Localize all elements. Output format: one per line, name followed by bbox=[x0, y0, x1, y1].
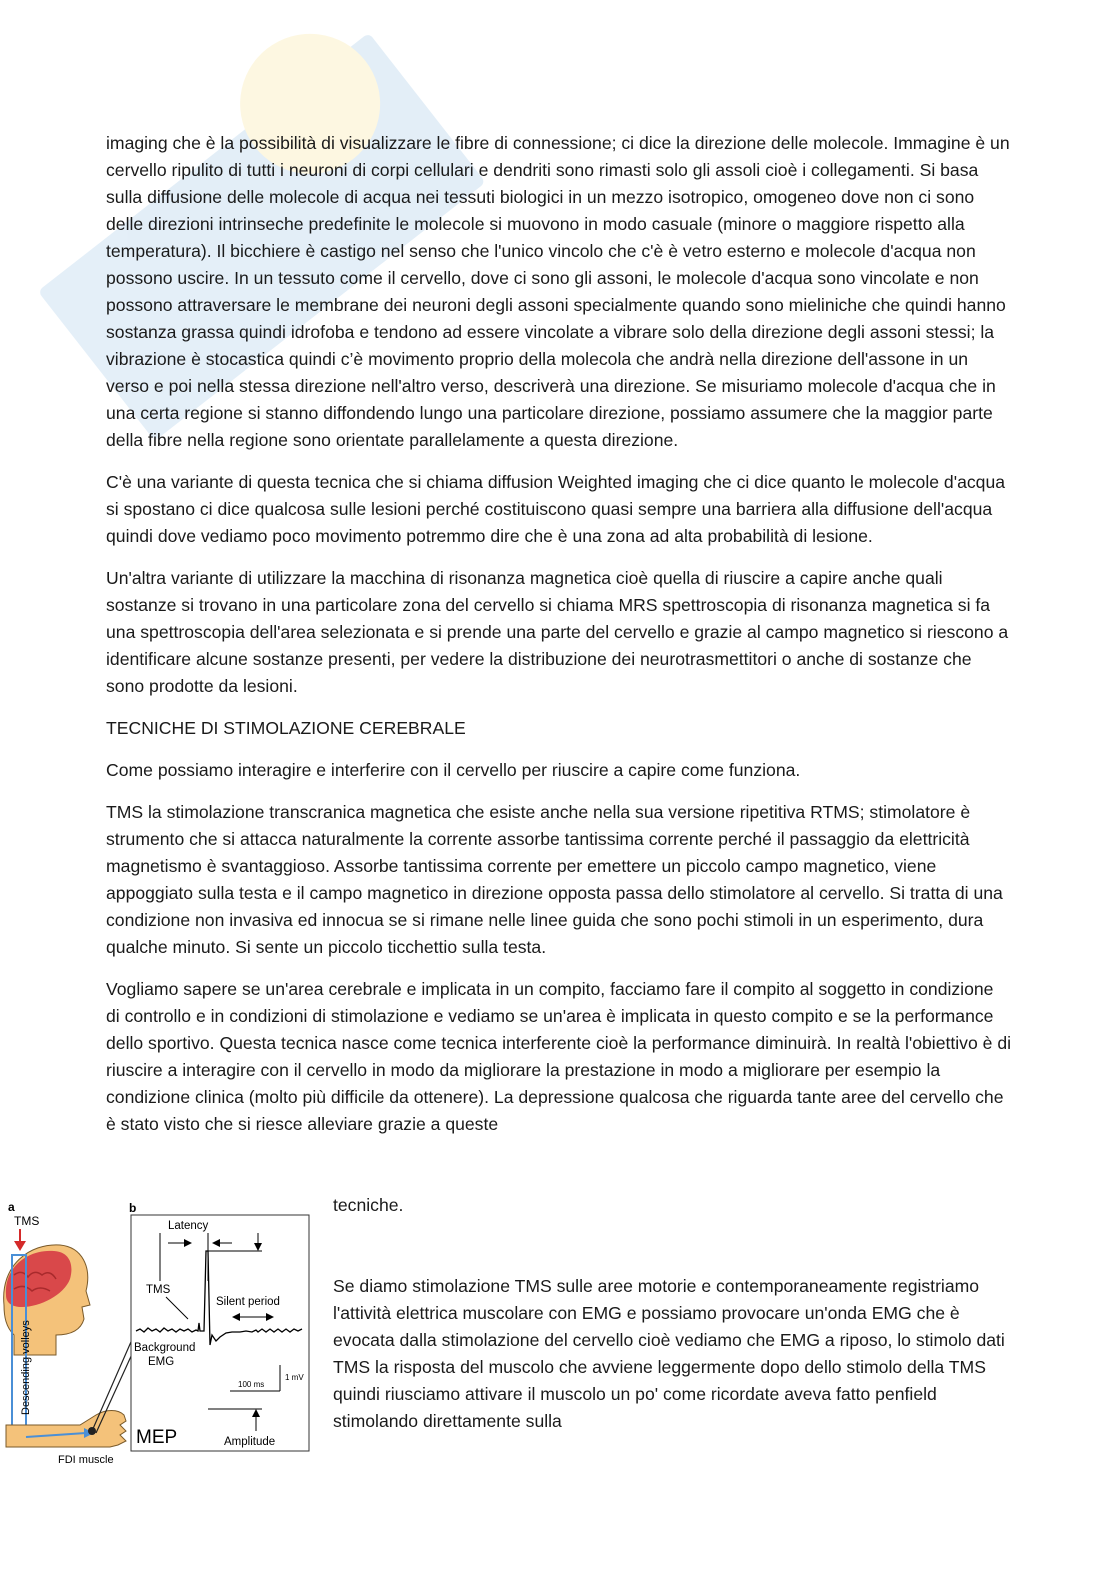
paragraph-tms: TMS la stimolazione transcranica magnetica che esiste anche nella sua versione ripetitiva RTMS; stimolatore è strumento che si attacca naturalmente la corrente assorbe tantissima corrente perché il passaggio da elettricità magnetismo è svantaggioso. Assorbe tantissima corrente per emettere un piccolo campo magnetico, viene appoggiato sulla testa e il campo magnetico in direzione opposta passa dello stimolatore al cervello. Si tratta di una condizione non invasiva ed innocua se si rimane nelle linee guida che sono pochi stimoli in un esperimento, dura qualche minuto. Si sente un piccolo ticchettio sulla testa. bbox=[106, 802, 1003, 957]
background-emg-label-2: EMG bbox=[148, 1356, 175, 1368]
voltage-scale-label: 1 mV bbox=[285, 1373, 304, 1382]
panel-a-letter: a bbox=[8, 1200, 15, 1214]
paragraph-tms-purpose: Vogliamo sapere se un'area cerebrale e implicata in un compito, facciamo fare il compito al soggetto in condizione di controllo e in condizioni di stimolazione e vediamo se un'area è implicata in questo compito e se la performance dello sportivo. Questa tecnica nasce come tecnica interferente cioè la performance diminuirà. In realtà l'obiettivo è di riuscire a interagire con il cervello in modo da migliorare la prestazione in modo a migliorare per esempio la condizione clinica (molto più difficile da ottenere). La depressione qualcosa che riguarda tante aree del cervello che è stato visto che si riesce alleviare grazie a queste bbox=[106, 979, 1012, 1134]
fdi-muscle-label: FDI muscle bbox=[58, 1454, 114, 1466]
side-paragraph-end: tecniche. bbox=[333, 1195, 404, 1215]
paragraph-dwi: C'è una variante di questa tecnica che si chiama diffusion Weighted imaging che ci dice quanto le molecole d'acqua si spostano ci dice qualcosa sulle lesioni perché costituiscono quasi sempre una barriera alla diffusione dell'acqua quindi dove vediamo poco movimento potremmo dire che è una zona ad alta probabilità di lesione. bbox=[106, 472, 1006, 546]
tms-label: TMS bbox=[14, 1214, 40, 1228]
paragraph-intro-stimulation: Come possiamo interagire e interferire con il cervello per riuscire a capire come funziona. bbox=[106, 760, 801, 780]
emg-panel-frame bbox=[131, 1215, 309, 1451]
document-body bbox=[106, 130, 1012, 1138]
figure-svg bbox=[0, 1195, 320, 1475]
latency-label: Latency bbox=[168, 1220, 209, 1232]
tms-mep-figure bbox=[0, 1195, 320, 1475]
paragraph-mrs: Un'altra variante di utilizzare la macchina di risonanza magnetica cioè quella di riuscire a capire anche quali sostanze si trovano in una particolare zona del cervello si chiama MRS spettroscopia di risonanza magnetica si fa una spettroscopia dell'area selezionata e si prende una parte del cervello e grazie al campo magnetico si riescono a identificare alcune sostanze presenti, per vedere la distribuzione dei neurotrasmettitori o anche di sostanze che sono prodotte da lesioni. bbox=[106, 568, 1009, 696]
tms-arrow-head bbox=[14, 1241, 26, 1251]
side-paragraph-emg: Se diamo stimolazione TMS sulle aree motorie e contemporaneamente registriamo l'attività elettrica muscolare con EMG e possiamo provocare un'onda EMG che è evocata dalla stimolazione del cervello cioè vediamo che EMG a riposo, lo stimolo dati TMS la risposta del muscolo che avviene leggermente dopo dello stimolo della TMS quindi riusciamo attivare il muscolo un po' come ricordate aveva fatto penfield stimolando direttamente sulla bbox=[333, 1276, 1005, 1431]
section-heading: TECNICHE DI STIMOLAZIONE CEREBRALE bbox=[106, 718, 466, 738]
descending-volleys-label: Descending volleys bbox=[20, 1320, 32, 1415]
side-gap bbox=[333, 1219, 1013, 1273]
amplitude-label: Amplitude bbox=[224, 1436, 276, 1448]
time-scale-label: 100 ms bbox=[238, 1380, 265, 1389]
paragraph-dti: imaging che è la possibilità di visualizzare le fibre di connessione; ci dice la direzione delle molecole. Immagine è un cervello ripulito di tutti i neuroni di corpi cellulari e dendriti sono rimasti solo gli assoli cioè i collegamenti. Si basa sulla diffusione delle molecole di acqua nei tessuti biologici in un mezzo isotropico, omogeneo dove non ci sono delle direzioni intrinseche predefinite le molecole si muovono in modo casuale (minore o maggiore rispetto alla temperatura). Il bicchiere è castigo nel senso che l'unico vincolo che c'è è vetro esterno e molecole d'acqua non possono uscire. In un tessuto come il cervello, dove ci sono gli assoni, le molecole d'acqua sono vincolate e non possono attraversare le membrane dei neuroni degli assoni specialmente quando sono mieliniche che quindi hanno sostanza grassa quindi idrofoba e tendono ad essere vincolate a vibrare solo della direzione degli assoni stessi; la vibrazione è stocastica quindi c’è movimento proprio della molecola che andrà nella direzione dell'assone in un verso e poi nella stessa direzione nell'altro verso, descriverà una direzione. Se misuriamo molecole d'acqua che in una certa regione si stanno diffondendo lungo una particolare direzione, possiamo assumere che la maggior parte della fibre nella regione sono orientate parallelamente a questa direzione. bbox=[106, 133, 1010, 450]
figure-side-text bbox=[333, 1192, 1013, 1435]
mep-label: MEP bbox=[136, 1427, 178, 1448]
background-emg-label-1: Background bbox=[134, 1342, 196, 1354]
panel-b-letter: b bbox=[129, 1201, 137, 1215]
tms-trace-label: TMS bbox=[146, 1284, 171, 1296]
silent-period-label: Silent period bbox=[216, 1296, 280, 1308]
